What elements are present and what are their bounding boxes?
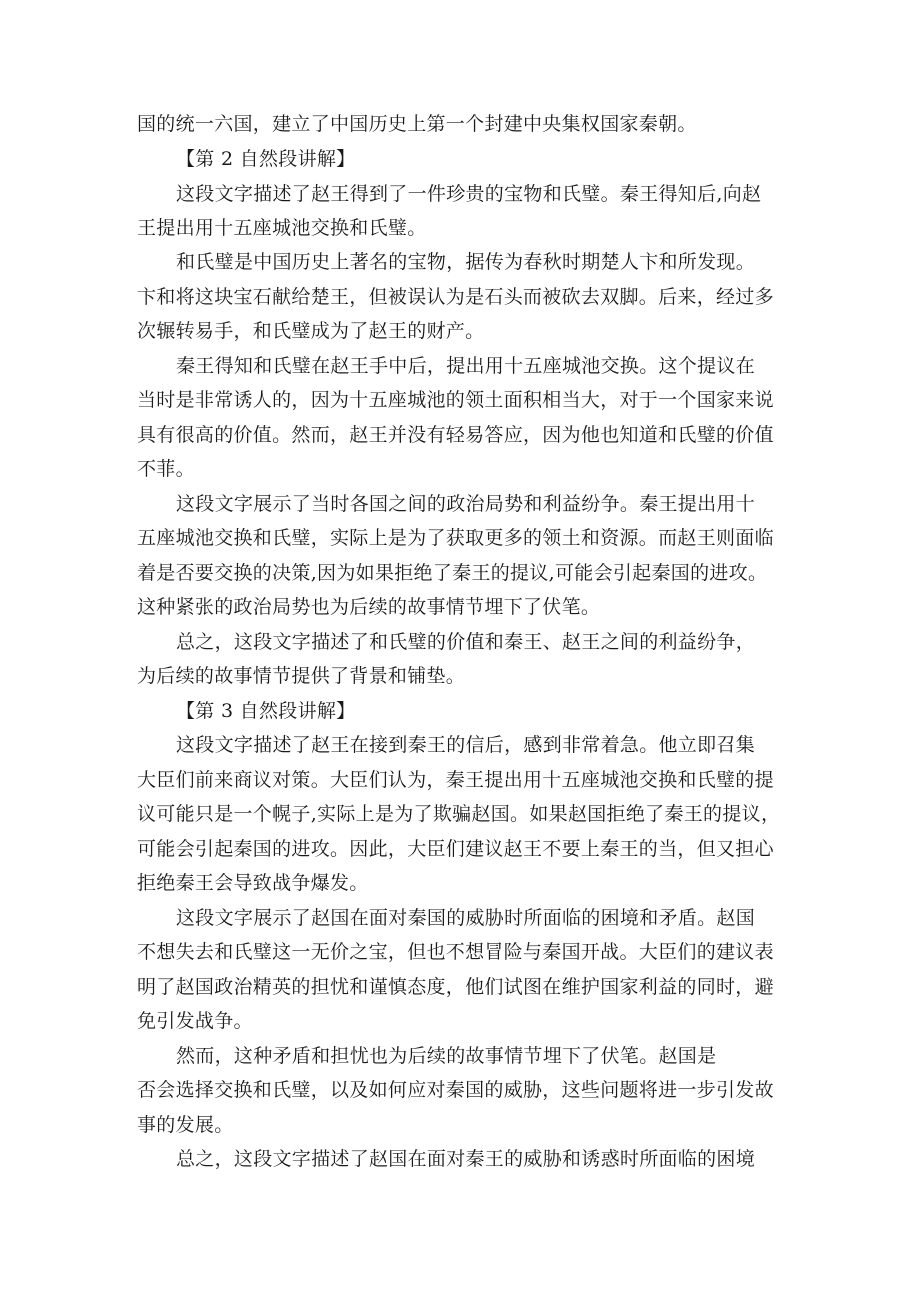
text-line: 不菲。	[137, 458, 195, 480]
text-line: 然而，这种矛盾和担忧也为后续的故事情节埋下了伏笔。赵国是	[176, 1045, 717, 1067]
text-line: 可能会引起秦国的进攻。因此，大臣们建议赵王不要上秦王的当，但又担心	[137, 838, 774, 860]
section-heading: 【第 3 自然段讲解】	[176, 700, 356, 722]
text-line: 总之，这段文字描述了和氏璧的价值和秦王、赵王之间的利益纷争，	[176, 631, 756, 653]
text-line: 和氏璧是中国历史上著名的宝物，据传为春秋时期楚人卞和所发现。	[176, 251, 756, 273]
text-line: 五座城池交换和氏璧，实际上是为了获取更多的领土和资源。而赵王则面临	[137, 527, 774, 549]
text-line: 不想失去和氏璧这一无价之宝，但也不想冒险与秦国开战。大臣们的建议表	[137, 941, 774, 963]
section-heading: 【第 2 自然段讲解】	[176, 148, 356, 170]
text-line: 议可能只是一个幌子,实际上是为了欺骗赵国。如果赵国拒绝了秦王的提议，	[137, 803, 781, 825]
text-line: 否会选择交换和氏璧，以及如何应对秦国的威胁，这些问题将进一步引发故	[137, 1079, 774, 1101]
text-line: 大臣们前来商议对策。大臣们认为，秦王提出用十五座城池交换和氏璧的提	[137, 769, 774, 791]
text-line: 为后续的故事情节提供了背景和铺垫。	[137, 665, 466, 687]
text-line: 当时是非常诱人的，因为十五座城池的领土面积相当大，对于一个国家来说	[137, 389, 774, 411]
text-line: 秦王得知和氏璧在赵王手中后，提出用十五座城池交换。这个提议在	[176, 355, 756, 377]
text-line: 事的发展。	[137, 1114, 234, 1136]
text-line: 总之，这段文字描述了赵国在面对秦王的威胁和诱惑时所面临的困境	[176, 1148, 756, 1170]
text-line: 王提出用十五座城池交换和氏璧。	[137, 217, 427, 239]
text-line: 国的统一六国，建立了中国历史上第一个封建中央集权国家秦朝。	[137, 113, 697, 135]
text-line: 卞和将这块宝石献给楚王，但被误认为是石头而被砍去双脚。后来，经过多	[137, 286, 774, 308]
text-line: 这段文字描述了赵王在接到秦王的信后，感到非常着急。他立即召集	[176, 734, 756, 756]
text-line: 拒绝秦王会导致战争爆发。	[137, 872, 369, 894]
text-line: 明了赵国政治精英的担忧和谨慎态度，他们试图在维护国家利益的同时，避	[137, 976, 774, 998]
text-line: 免引发战争。	[137, 1010, 253, 1032]
text-line: 这种紧张的政治局势也为后续的故事情节埋下了伏笔。	[137, 596, 601, 618]
text-line: 这段文字展示了赵国在面对秦国的威胁时所面临的困境和矛盾。赵国	[176, 907, 756, 929]
text-line: 具有很高的价值。然而，赵王并没有轻易答应，因为他也知道和氏璧的价值	[137, 424, 774, 446]
text-line: 着是否要交换的决策,因为如果拒绝了秦王的提议,可能会引起秦国的进攻。	[137, 562, 768, 584]
text-line: 这段文字展示了当时各国之间的政治局势和利益纷争。秦王提出用十	[176, 493, 756, 515]
text-line: 这段文字描述了赵王得到了一件珍贵的宝物和氏璧。秦王得知后,向赵	[176, 183, 762, 205]
text-line: 次辗转易手，和氏璧成为了赵王的财产。	[137, 320, 485, 342]
